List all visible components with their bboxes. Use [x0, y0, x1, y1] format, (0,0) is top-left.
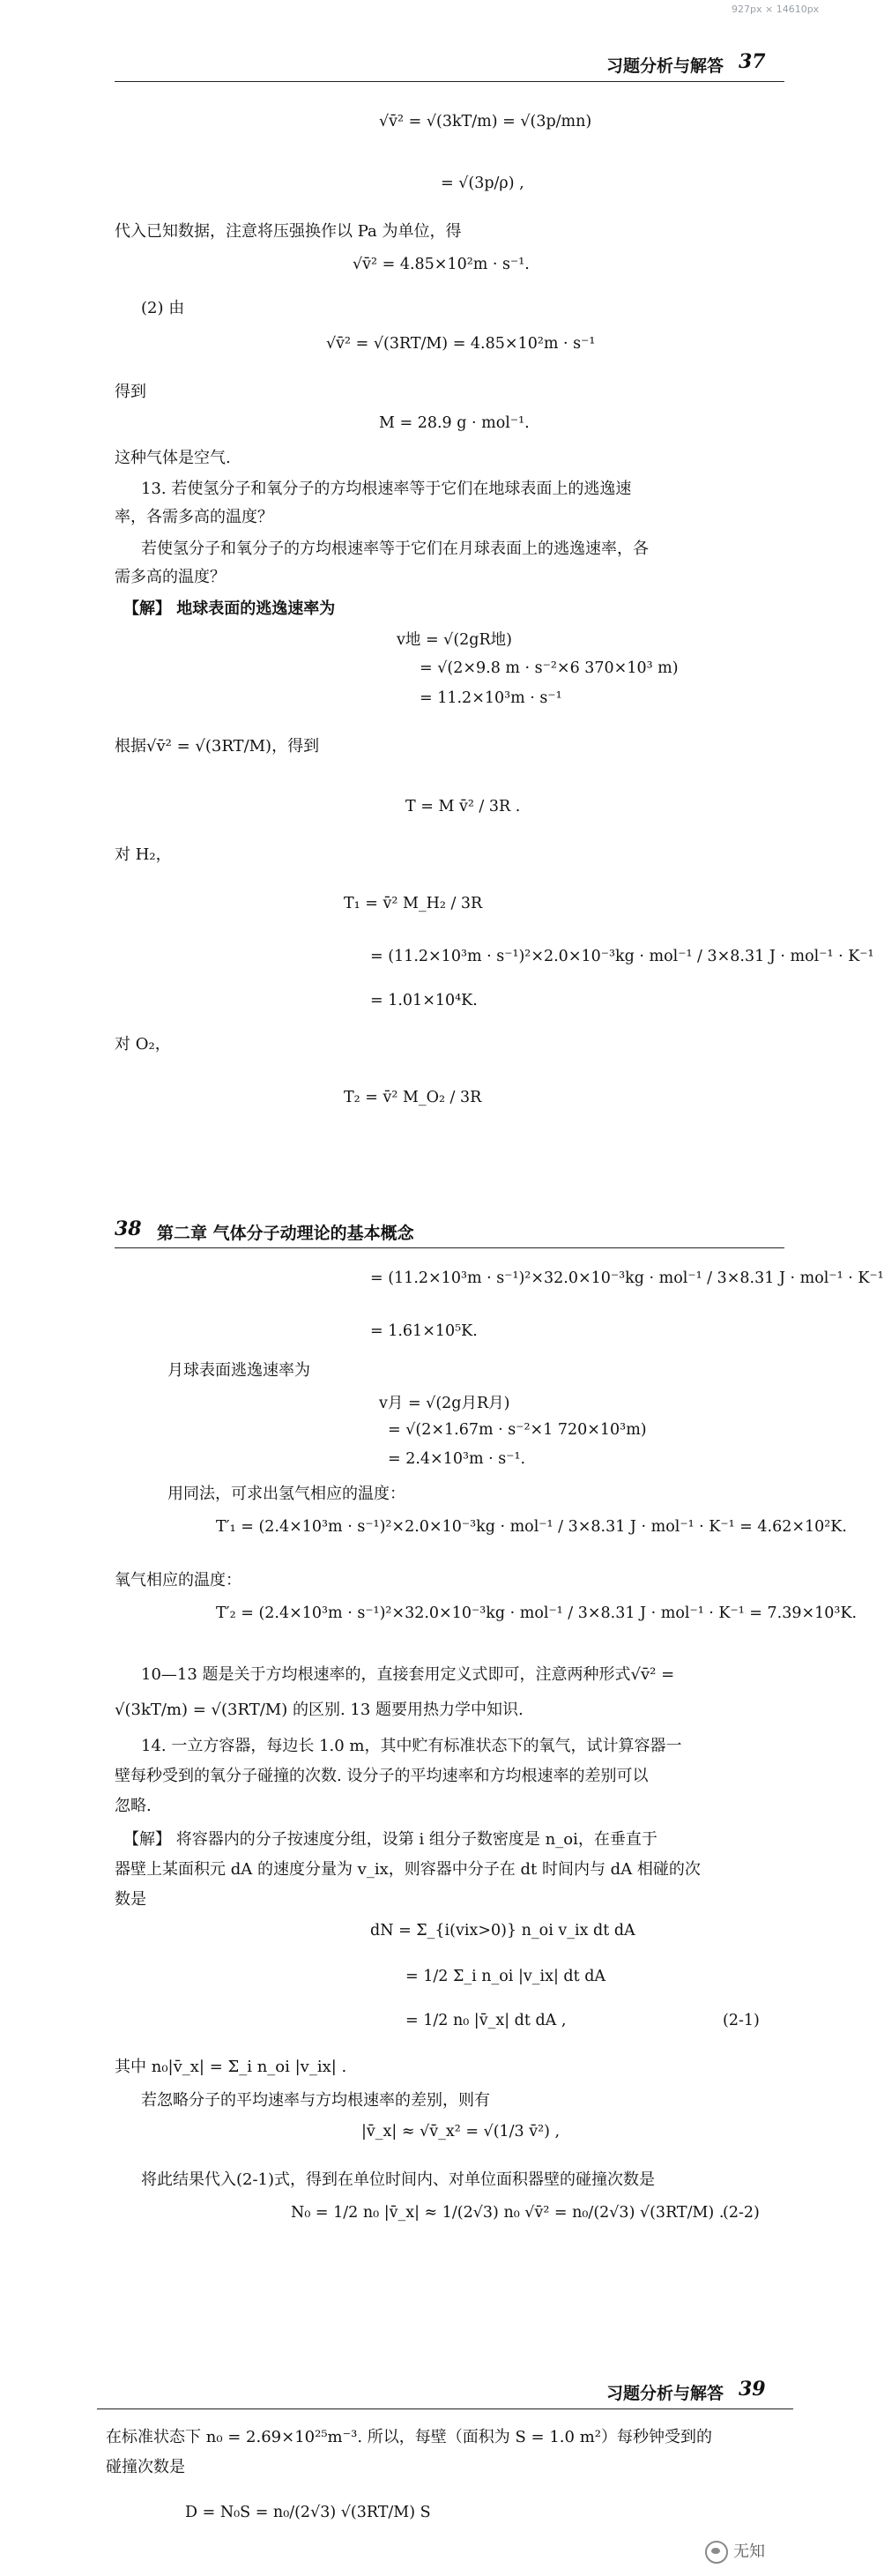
- text-line: (2) 由: [141, 299, 185, 317]
- text-line: 若忽略分子的平均速率与方均根速率的差别，则有: [141, 2091, 490, 2110]
- note-line: 10—13 题是关于方均根速率的，直接套用定义式即可，注意两种形式√v̄² =: [141, 1665, 675, 1684]
- equation-line: dN = Σ_{i(vix>0)} n_oi v_ix dt dA: [370, 1922, 635, 1939]
- page-number: 39: [739, 2378, 766, 2401]
- text-line: 在标准状态下 n₀ = 2.69×10²⁵m⁻³. 所以，每壁（面积为 S = 1.0 m²）每秒钟受到的: [106, 2428, 712, 2446]
- text-line: 这种气体是空气.: [115, 449, 231, 467]
- equation-line: N₀ = 1/2 n₀ |v̄_x| ≈ 1/(2√3) n₀ √v̄² = n₀/(2√3) √(3RT/M) .: [291, 2204, 724, 2222]
- text-line: 根据√v̄² = √(3RT/M)，得到: [115, 737, 320, 756]
- problem-13-line: 需多高的温度？: [115, 568, 226, 586]
- header-rule: [115, 1247, 784, 1248]
- equation-line: M = 28.9 g · mol⁻¹.: [379, 414, 530, 432]
- problem-14-line: 14. 一立方容器，每边长 1.0 m，其中贮有标准状态下的氧气，试计算容器一: [141, 1737, 682, 1755]
- page-number: 38: [115, 1217, 142, 1240]
- text-line: 氧气相应的温度：: [115, 1571, 241, 1590]
- header-rule: [97, 2408, 793, 2409]
- equation-number: (2-1): [723, 2012, 760, 2029]
- equation-line: √v̄² = √(3kT/m) = √(3p/mn): [379, 113, 592, 130]
- chat-bubble-icon: [705, 2541, 728, 2564]
- equation-line: = 11.2×10³m · s⁻¹: [420, 689, 562, 707]
- running-header-title: 习题分析与解答: [606, 56, 724, 76]
- equation-line: = √(2×1.67m · s⁻²×1 720×10³m): [388, 1421, 647, 1439]
- equation-line: = 1/2 n₀ |v̄_x| dt dA ,: [405, 2012, 567, 2029]
- equation-line: = √(2×9.8 m · s⁻²×6 370×10³ m): [420, 659, 679, 677]
- text-line: 得到: [115, 383, 146, 401]
- solution-line: 数是: [115, 1890, 146, 1909]
- equation-line: = 1.01×10⁴K.: [370, 992, 478, 1009]
- image-size-stamp: 927px × 14610px: [732, 4, 820, 15]
- watermark: [705, 2539, 765, 2564]
- text-line: 对 H₂，: [115, 845, 172, 864]
- solution-line: 【解】 将容器内的分子按速度分组，设第 i 组分子数密度是 n_oi，在垂直于: [123, 1830, 657, 1849]
- equation-line: = (11.2×10³m · s⁻¹)²×32.0×10⁻³kg · mol⁻¹ / 3×8.31 J · mol⁻¹ · K⁻¹: [370, 1269, 884, 1287]
- text-line: 其中 n₀|v̄_x| = Σ_i n_oi |v_ix| .: [115, 2058, 347, 2076]
- equation-line: D = N₀S = n₀/(2√3) √(3RT/M) S: [185, 2504, 431, 2521]
- running-header-title: 第二章 气体分子动理论的基本概念: [157, 1224, 414, 1243]
- solution-line: 【解】 地球表面的逃逸速率为: [123, 599, 336, 618]
- text-line: 对 O₂，: [115, 1035, 171, 1053]
- header-rule: [115, 81, 784, 82]
- note-line: √(3kT/m) = √(3RT/M) 的区别. 13 题要用热力学中知识.: [115, 1701, 524, 1719]
- equation-line: = 2.4×10³m · s⁻¹.: [388, 1450, 526, 1468]
- problem-13-line: 13. 若使氢分子和氧分子的方均根速率等于它们在地球表面上的逃逸速: [141, 480, 632, 498]
- equation-line: √v̄² = 4.85×10²m · s⁻¹.: [353, 256, 530, 273]
- text-line: 月球表面逃逸速率为: [167, 1361, 310, 1380]
- text-line: 碰撞次数是: [106, 2458, 185, 2476]
- problem-13-line: 率，各需多高的温度？: [115, 508, 273, 526]
- equation-line: = 1/2 Σ_i n_oi |v_ix| dt dA: [405, 1968, 606, 1985]
- equation-line: |v̄_x| ≈ √v̄_x² = √(1/3 v̄²) ,: [361, 2123, 561, 2140]
- equation-line: T₁ = v̄² M_H₂ / 3R: [344, 895, 483, 912]
- equation-number: (2-2): [723, 2204, 760, 2222]
- problem-14-line: 壁每秒受到的氧分子碰撞的次数. 设分子的平均速率和方均根速率的差别可以: [115, 1767, 649, 1785]
- solution-line: 器壁上某面积元 dA 的速度分量为 v_ix，则容器中分子在 dt 时间内与 dA 相碰的次: [115, 1860, 701, 1879]
- equation-line: T′₂ = (2.4×10³m · s⁻¹)²×32.0×10⁻³kg · mol⁻¹ / 3×8.31 J · mol⁻¹ · K⁻¹ = 7.39×10³K.: [216, 1604, 858, 1622]
- equation-line: v地 = √(2gR地): [397, 631, 512, 649]
- equation-line: = √(3p/ρ) ,: [441, 175, 524, 192]
- equation-line: T = M v̄² / 3R .: [405, 798, 521, 815]
- equation-line: T₂ = v̄² M_O₂ / 3R: [344, 1089, 482, 1106]
- page-number: 37: [739, 50, 766, 73]
- text-line: 将此结果代入(2-1)式，得到在单位时间内、对单位面积器壁的碰撞次数是: [141, 2170, 656, 2189]
- problem-13-line: 若使氢分子和氧分子的方均根速率等于它们在月球表面上的逃逸速率，各: [141, 540, 649, 558]
- running-header-title: 习题分析与解答: [606, 2384, 724, 2403]
- problem-14-line: 忽略.: [115, 1797, 152, 1815]
- text-line: 代入已知数据，注意将压强换作以 Pa 为单位，得: [115, 222, 462, 241]
- text-line: 用同法，可求出氢气相应的温度：: [167, 1485, 405, 1503]
- equation-line: = 1.61×10⁵K.: [370, 1322, 478, 1340]
- watermark-text: 无知: [733, 2542, 765, 2561]
- equation-line: T′₁ = (2.4×10³m · s⁻¹)²×2.0×10⁻³kg · mol⁻¹ / 3×8.31 J · mol⁻¹ · K⁻¹ = 4.62×10²K.: [216, 1518, 847, 1536]
- equation-line: √v̄² = √(3RT/M) = 4.85×10²m · s⁻¹: [326, 335, 596, 353]
- equation-line: = (11.2×10³m · s⁻¹)²×2.0×10⁻³kg · mol⁻¹ / 3×8.31 J · mol⁻¹ · K⁻¹: [370, 948, 874, 965]
- equation-line: v月 = √(2g月R月): [379, 1395, 510, 1412]
